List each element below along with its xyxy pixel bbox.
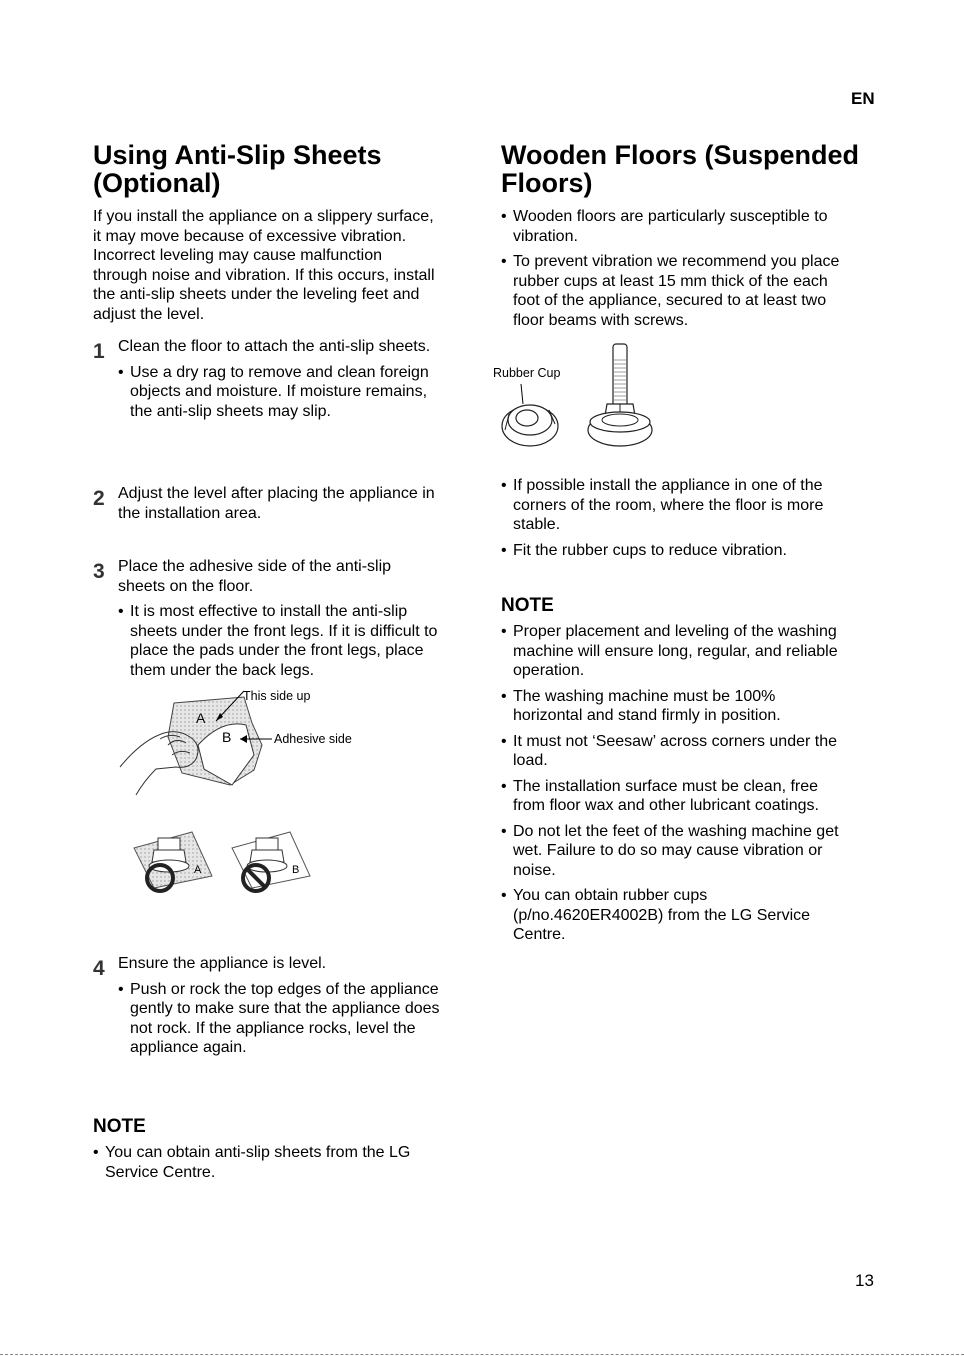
step-text: Adjust the level after placing the appliance in <box>118 485 435 502</box>
intro-line: the anti-slip sheets under the leveling feet and <box>93 286 420 303</box>
bullet-line: operation. <box>513 662 585 679</box>
step-text: Place the adhesive side of the anti-slip <box>118 558 392 575</box>
bullet-line: horizontal and stand firmly in position. <box>513 707 781 724</box>
intro-line: If you install the appliance on a slippery surface, <box>93 208 434 225</box>
left-section-title <box>93 141 473 197</box>
note-bullet <box>501 886 881 945</box>
bullet-line: floor beams with screws. <box>513 311 689 329</box>
bullet-line: foot of the appliance, secured to at least two <box>513 292 827 309</box>
right-section-title <box>501 141 901 197</box>
bullet-item <box>501 476 881 535</box>
note-bullet <box>501 687 881 726</box>
bullet-line: Centre. <box>513 926 566 943</box>
bullet-line: sheets under the front legs. If it is difficult to <box>130 622 438 640</box>
rubber-cup-illustration <box>493 340 673 458</box>
right-note-title: NOTE <box>501 595 554 616</box>
bullet-line: gently to make sure that the appliance does <box>130 1000 440 1017</box>
step-bullet <box>118 980 478 1058</box>
bullet-line: machine will ensure long, regular, and reliable <box>513 642 838 660</box>
note-bullet <box>501 777 881 816</box>
adhesive-side-label: Adhesive side <box>274 732 352 746</box>
bullet-line: from floor wax and other lubricant coatings. <box>513 797 819 814</box>
left-intro <box>93 207 473 324</box>
bullet-line: • The washing machine must be 100% <box>513 687 776 705</box>
sheet-letter-b: B <box>222 729 232 745</box>
bullet-line: • You can obtain anti-slip sheets from the LG <box>105 1144 411 1161</box>
right-note <box>501 622 881 945</box>
bullet-line: • Fit the rubber cups to reduce vibration. <box>513 541 787 559</box>
bullet-line: • If possible install the appliance in one of the <box>513 477 823 494</box>
sheet-letter-a: A <box>196 710 206 726</box>
bullet-line: • To prevent vibration we recommend you place <box>513 253 840 270</box>
bullet-line: • You can obtain rubber cups <box>513 887 708 904</box>
bullet-line: objects and moisture. If moisture remains, <box>130 383 428 400</box>
step-number: 4 <box>93 957 105 980</box>
feet-on-sheet-illustration <box>128 828 318 900</box>
note-bullet <box>501 622 881 681</box>
step-text: the installation area. <box>118 504 262 522</box>
this-side-up-label: This side up <box>243 689 311 703</box>
bullet-line: • Use a dry rag to remove and clean foreign <box>130 363 429 381</box>
bullet-line: • Proper placement and leveling of the washing <box>513 623 837 640</box>
step-number: 1 <box>93 340 105 363</box>
intro-line: adjust the level. <box>93 305 205 323</box>
step-text: sheets on the floor. <box>118 577 254 595</box>
bullet-line: (p/no.4620ER4002B) from the LG Service <box>513 906 811 924</box>
intro-line: it may move because of excessive vibration. <box>93 227 407 245</box>
title-line: Using Anti-Slip Sheets <box>93 140 382 170</box>
right-bullets-mid <box>501 476 881 560</box>
note-bullet <box>93 1143 473 1182</box>
bullet-line: • Do not let the feet of the washing machine get <box>513 822 839 840</box>
rubber-cup-label: Rubber Cup <box>493 366 561 380</box>
step-bullet <box>118 363 478 422</box>
bottom-divider <box>0 1354 964 1355</box>
bullet-line: load. <box>513 752 548 769</box>
step-text: Clean the floor to attach the anti-slip sheets. <box>118 338 431 355</box>
bullet-line: • It is most effective to install the anti-slip <box>130 603 408 620</box>
bullet-line: the anti-slip sheets may slip. <box>130 402 331 420</box>
step-number: 2 <box>93 487 105 510</box>
bullet-line: rubber cups at least 15 mm thick of the each <box>513 272 828 290</box>
bullet-line: not rock. If the appliance rocks, level the <box>130 1019 416 1037</box>
bullet-line: • Push or rock the top edges of the appliance <box>130 980 439 998</box>
step-bullet <box>118 602 478 680</box>
foot-letter-b: B <box>292 864 300 876</box>
intro-line: Incorrect leveling may cause malfunction <box>93 247 383 264</box>
step-1 <box>118 337 478 421</box>
note-bullet <box>501 732 881 771</box>
bullet-line: Service Centre. <box>105 1163 216 1181</box>
foot-letter-a: A <box>194 864 202 876</box>
bullet-line: wet. Failure to do so may cause vibration or <box>513 842 823 859</box>
title-line: Floors) <box>501 168 593 198</box>
bullet-item <box>501 252 881 330</box>
intro-line: through noise and vibration. If this occurs, install <box>93 266 435 284</box>
note-bullet <box>501 822 881 881</box>
right-bullets-top <box>501 207 881 330</box>
left-note-title: NOTE <box>93 1116 146 1137</box>
step-2 <box>118 484 478 523</box>
step-number: 3 <box>93 560 105 583</box>
title-line: (Optional) <box>93 168 221 198</box>
bullet-line: vibration. <box>513 227 578 245</box>
bullet-line: appliance again. <box>130 1039 247 1056</box>
bullet-line: • It must not ‘Seesaw’ across corners under the <box>513 732 837 750</box>
bullet-line: them under the back legs. <box>130 661 315 679</box>
bullet-line: place the pads under the front legs, place <box>130 642 424 659</box>
bullet-item <box>501 541 881 561</box>
bullet-item <box>501 207 881 246</box>
step-text: Ensure the appliance is level. <box>118 955 327 972</box>
language-code: EN <box>851 89 875 108</box>
anti-slip-sheet-illustration <box>112 685 372 800</box>
bullet-line: stable. <box>513 516 561 533</box>
bullet-line: corners of the room, where the floor is more <box>513 496 824 514</box>
left-note <box>93 1143 473 1182</box>
bullet-line: • Wooden floors are particularly susceptible to <box>513 208 828 225</box>
page-number: 13 <box>855 1271 874 1290</box>
step-4 <box>118 954 478 1058</box>
title-line: Wooden Floors (Suspended <box>501 140 860 170</box>
bullet-line: noise. <box>513 861 556 879</box>
step-3 <box>118 557 478 680</box>
bullet-line: • The installation surface must be clean, free <box>513 777 819 795</box>
